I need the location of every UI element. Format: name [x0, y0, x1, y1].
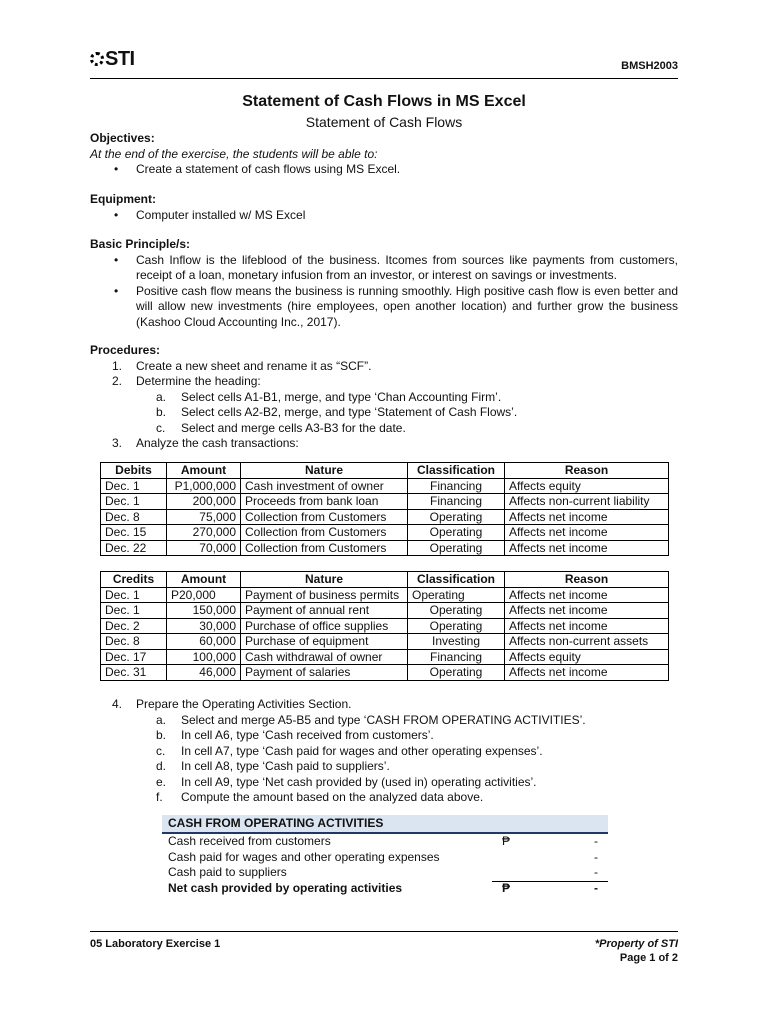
table-header-row	[101, 463, 669, 479]
footer-label: 05 Laboratory Exercise 1	[90, 938, 221, 950]
operating-row: Cash paid for wages and other operating expenses -	[168, 849, 598, 864]
column-header: Amount	[167, 572, 241, 588]
table-row: Dec. 15 270,000 Collection from Customers Operating Affects net income	[101, 525, 669, 541]
table-row: Dec. 1 P1,000,000 Cash investment of owner Financing Affects equity	[101, 478, 669, 494]
debits-table	[100, 462, 669, 556]
procedure-substep: f. Compute the amount based on the analyzed data above.	[156, 790, 484, 804]
operating-total-row: Net cash provided by operating activities ₱ -	[162, 881, 608, 897]
procedure-step4	[90, 697, 678, 806]
header-divider	[90, 78, 678, 79]
column-header: Nature	[241, 463, 408, 479]
operating-activities-sample	[162, 815, 608, 896]
operating-row: Cash received from customers ₱ -	[168, 834, 598, 848]
objectives-intro: At the end of the exercise, the students will be able to:	[90, 146, 378, 161]
procedure-substep: b. In cell A6, type ‘Cash received from customers’.	[156, 728, 434, 742]
operating-row: Cash paid to suppliers -	[168, 865, 598, 879]
table-row: Dec. 17 100,000 Cash withdrawal of owner Financing Affects equity	[101, 649, 669, 665]
objective-item: • Create a statement of cash flows using MS Excel.	[90, 162, 678, 178]
procedure-substep: a. Select cells A1-B1, merge, and type ‘Chan Accounting Firm’.	[156, 389, 502, 404]
footer-right	[595, 937, 678, 965]
principle-item: • Cash Inflow is the lifeblood of the business. Itcomes from sources like payments from customers, receipt of a loan, monetary infusion from an investor, or interest on savings or investments.	[90, 253, 678, 284]
equipment-section	[90, 192, 678, 223]
operating-heading: CASH FROM OPERATING ACTIVITIES	[162, 815, 608, 834]
table-row: Dec. 31 46,000 Payment of salaries Operating Affects net income	[101, 665, 669, 681]
column-header: Classification	[408, 463, 505, 479]
procedure-step: 3. Analyze the cash transactions:	[112, 436, 299, 450]
procedure-substep: d. In cell A8, type ‘Cash paid to suppliers’.	[156, 759, 390, 773]
page-title: Statement of Cash Flows in MS Excel	[242, 93, 526, 110]
principles-section	[90, 237, 678, 330]
property-notice: *Property of STI	[594, 938, 678, 950]
procedure-substep: c. Select and merge cells A3-B3 for the date.	[156, 420, 406, 435]
procedures-heading: Procedures:	[90, 343, 161, 357]
column-header: Reason	[505, 463, 669, 479]
peso-sign: ₱	[502, 834, 511, 848]
table-row: Dec. 1 150,000 Payment of annual rent Operating Affects net income	[101, 603, 669, 619]
logo-mark-icon	[90, 52, 104, 66]
credits-table	[100, 571, 669, 681]
column-header: Debits	[101, 463, 167, 479]
table-row: Dec. 1 P20,000 Payment of business permits Operating Affects net income	[101, 587, 669, 603]
procedure-substep: a. Select and merge A5-B5 and type ‘CASH FROM OPERATING ACTIVITIES’.	[156, 712, 586, 727]
table-row: Dec. 22 70,000 Collection from Customers Operating Affects net income	[101, 540, 669, 556]
table-row: Dec. 8 60,000 Purchase of equipment Investing Affects non-current assets	[101, 634, 669, 650]
course-code: BMSH2003	[621, 60, 678, 72]
table-header-row	[101, 572, 669, 588]
column-header: Reason	[505, 572, 669, 588]
equipment-item: • Computer installed w/ MS Excel	[90, 208, 678, 224]
principle-item: • Positive cash flow means the business is running smoothly. High positive cash flow is even better and will allow new investments (hire employees, open another location) and further grow the business (Kashoo Cloud Accounting Inc., 2017).	[90, 284, 678, 331]
peso-sign: ₱	[502, 880, 511, 895]
footer-divider	[90, 931, 678, 932]
procedure-step: 1. Create a new sheet and rename it as “SCF”.	[112, 358, 372, 373]
table-row: Dec. 1 200,000 Proceeds from bank loan Financing Affects non-current liability	[101, 494, 669, 510]
equipment-heading: Equipment:	[90, 192, 156, 206]
column-header: Amount	[167, 463, 241, 479]
column-header: Nature	[241, 572, 408, 588]
sti-logo: STI	[90, 48, 135, 71]
table-row: Dec. 2 30,000 Purchase of office supplies Operating Affects net income	[101, 618, 669, 634]
procedures-section	[90, 343, 678, 452]
objectives-heading: Objectives:	[90, 131, 155, 145]
principles-heading: Basic Principle/s:	[90, 237, 191, 251]
page-subtitle: Statement of Cash Flows	[305, 114, 463, 130]
column-header: Credits	[101, 572, 167, 588]
procedure-substep: e. In cell A9, type ‘Net cash provided by (used in) operating activities’.	[156, 774, 537, 789]
procedure-substep: c. In cell A7, type ‘Cash paid for wages and other operating expenses’.	[156, 743, 543, 758]
table-row: Dec. 8 75,000 Collection from Customers Operating Affects net income	[101, 509, 669, 525]
procedure-step: 2. Determine the heading:	[112, 374, 261, 388]
page-number: Page 1 of 2	[619, 952, 678, 964]
objectives-section	[90, 131, 678, 178]
column-header: Classification	[408, 572, 505, 588]
procedure-substep: b. Select cells A2-B2, merge, and type ‘Statement of Cash Flows’.	[156, 405, 518, 419]
procedure-step: 4. Prepare the Operating Activities Section.	[112, 697, 352, 711]
